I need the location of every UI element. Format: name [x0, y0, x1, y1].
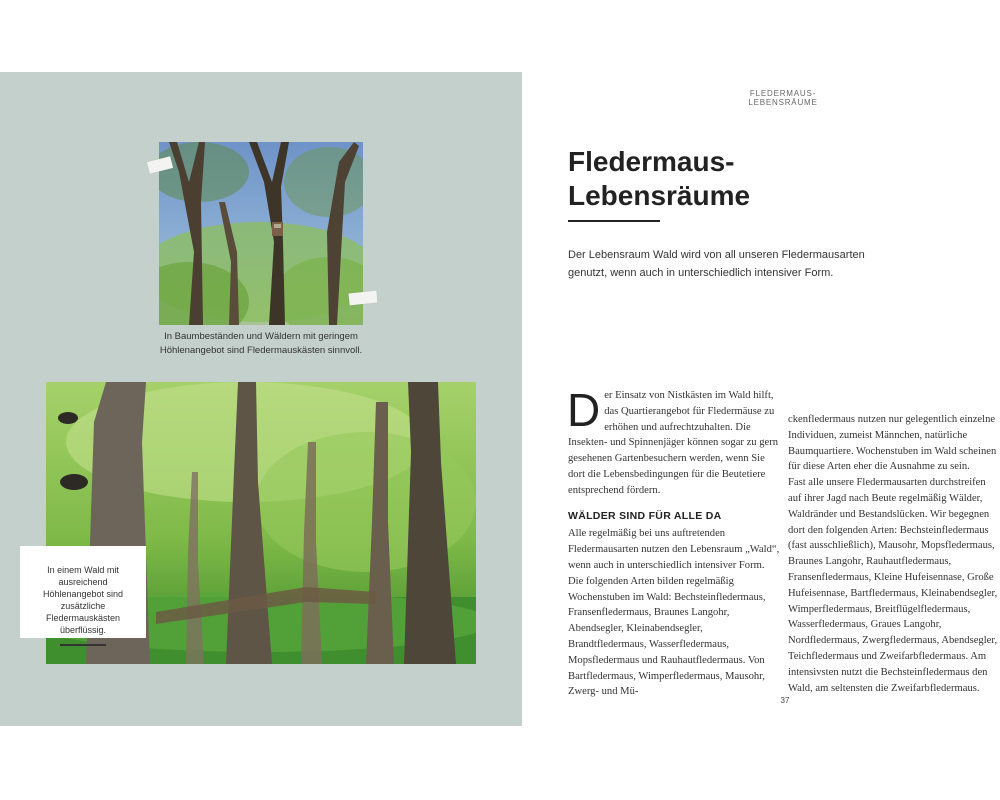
body-paragraph-1 [567, 384, 780, 499]
intro-text: Der Lebensraum Wald wird von all unseren Fledermausarten genutzt, wenn auch in unterschiedlich intensiver Form. [568, 249, 865, 279]
drop-cap: D [567, 384, 601, 436]
page-number: 37 [780, 696, 790, 705]
body-column-1 [567, 384, 780, 700]
body-paragraph-1-text: er Einsatz von Nistkästen im Wald hilft, das Quartierangebot für Fledermäuse zu erhöhen und aufrechtzuhalten. Die Insekten- und Spinnenjäger können sogar zu gern gesehenen Gartenbesuchern werden, wenn Sie dort die Lebensbedingungen für die Beutetiere entsprechend fördern. [568, 390, 779, 496]
body-column-2 [788, 412, 1000, 696]
photo-caption-top: In Baumbeständen und Wäldern mit geringem Höhlenangebot sind Fledermauskästen sinnvoll. [159, 331, 363, 356]
running-head: FLEDERMAUS-LEBENSRÄUME [748, 89, 818, 107]
body-paragraph-3: ckenfledermaus nutzen nur gelegentlich einzelne Individuen, zumeist Männchen, natürliche Baumquartiere. Wochenstuben im Wald scheinen für diese Arten eher die Ausnahme zu sein. [788, 414, 997, 473]
left-page [0, 72, 522, 726]
forest-photo-bat-box [159, 142, 363, 325]
caption-rule [60, 644, 106, 646]
body-paragraph-2: Alle regelmäßig bei uns auftretenden Fledermausarten nutzen den Lebensraum „Wald“, wenn auch in unterschiedlich intensiver Form. Die folgenden Arten bilden regelmäßig Wochenstuben im Wald: Bechsteinfledermaus, Fransenfledermaus, Braunes Langohr, Abendsegler, Kleinabendsegler, Brandtfledermaus, Wasserfledermaus, Mopsfledermaus und Rauhautfledermaus. Von Bartfledermaus, Wimperfledermaus, Mausohr, Zwerg- und Mü- [568, 528, 780, 698]
section-subheading: WÄLDER SIND FÜR ALLE DA [568, 509, 722, 522]
body-paragraph-4: Fast alle unsere Fledermausarten durchstreifen auf ihrer Jagd nach Beute regelmäßig Wälder, Waldränder und Bestandslücken. Wir begegnen dort den folgenden Arten: Bechsteinfledermaus (fast ausschließlich), Mausohr, Mopsfledermaus, Braunes Langohr, Rauhautfledermaus, Fransenfledermaus, Kleine Hufeisennase, Große Hufeisennase, Bartfledermaus, Kleinabendsegler, Wimperfledermaus, Breitflügelfledermaus, Wasserfledermaus, Graues Langohr, Nordfledermaus, Zwergfledermaus, Abendsegler, Teichfledermaus und Zweifarbfledermaus. Am intensivsten nutzt die Bechsteinfledermaus den Wald, am seltensten die Zweifarbfledermaus. [788, 477, 998, 694]
photo-caption-box-text: In einem Wald mit ausreichend Höhlenangebot sind zusätzliche Fledermauskästen überflüssig. [42, 565, 124, 635]
photo-caption-box [20, 546, 146, 638]
page-title [568, 145, 868, 213]
title-rule [568, 220, 660, 222]
photo-tape [348, 291, 377, 306]
page-title-line-1: Fledermaus- [568, 146, 735, 177]
page-title-line-2: Lebensräume [568, 180, 751, 211]
